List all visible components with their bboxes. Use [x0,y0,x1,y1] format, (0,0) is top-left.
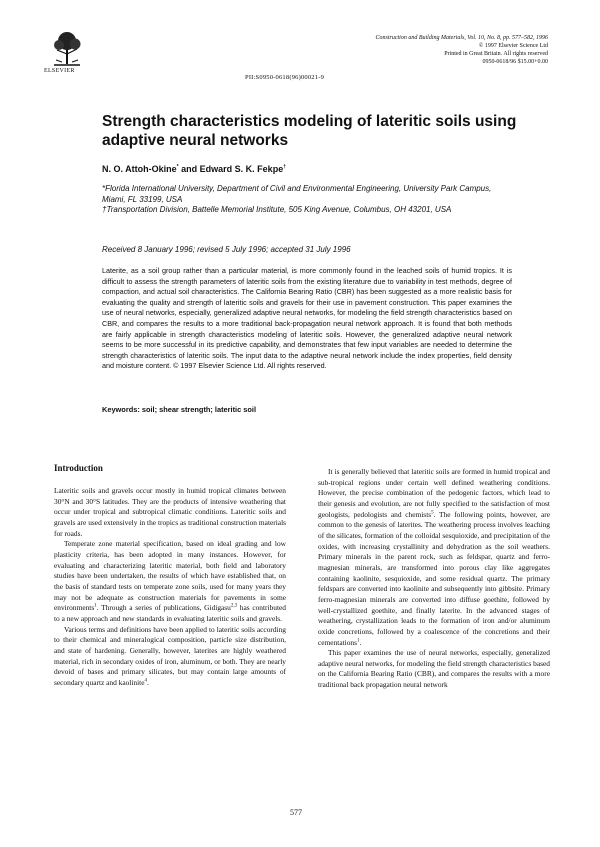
paragraph: Lateritic soils and gravels occur mostly in humid tropical climates between 30°N and 30°S latitudes. They are the products of intensive weathering that occur under tropical and subtropical climatic conditions. Lateritic soils and gravels are used extensively in the tropics as traditional construction materials for roads. [54,486,286,538]
pii-identifier: PII:S0950-0618(96)00021-9 [245,74,325,81]
paragraph: It is generally believed that lateritic soils are formed in humid tropical and sub-tropical regions under certain well defined weathering conditions. However, the precise combination of the pedogenic factors, which lead to their genesis and evolution, are not fully specified to the satisfaction of most geologists, pedologists and chemists$^5$. The following points, however, are common to the genesis of laterites. The weathering process involves leaching of the silicates, formation of the colloidal sesquioxide, and precipitation of the oxides, with increasing crystallinity and dehydration as the soil weathers. Primary minerals in the parent rock, such as feldspar, quartz and ferro-magnesian minerals, are transformed into porous clay like aggregates containing kaolinite, sesquioxide, and some residual quartz. The primary feldspars are converted into kaolinite and subsequently into gibbsite. Primary ferro-magnesian minerals are converted into diffuse goethite, followed by well-crystallized goethite, and finally laterite. In the advanced stages of weathering, crystallization leads to the formation of iron and/or aluminum oxide concretions, followed by a coalescence of the concretions and their cementations$^1$. [318,467,550,647]
citation-ref: 1 [94,603,97,609]
journal-header [308,34,548,66]
section-heading-introduction: Introduction [54,463,103,473]
printed-line: Printed in Great Britain. All rights reserved [444,51,548,57]
left-column [54,463,286,688]
citation-ref: 4 [144,678,147,684]
right-column [318,467,550,691]
author-2-mark: † [283,164,286,170]
abstract: Laterite, as a soil group rather than a particular material, is more commonly found in the leached soils of humid tropics. It is difficult to assess the strength parameters of lateritic soils from the existing literature due to variability in test methods, degree of compaction, and actual soil characteristics. The California Bearing Ratio (CBR) has been suggested as a more realistic basis for evaluating the quality and strength of lateritic soils and gravels for their use in pavement construction. This paper examines the use of neural networks, especially, generalized adaptive neural networks, for modeling the field strength characteristics based on CBR, and compares the results to a more traditional back-propagation neural network approach. It is found that both methods are fairly applicable in strength characteristics modeling of lateritic soils. However, the generalized adaptive neural network seems to be more successful in its predictive capability, and demonstrates that few input variables are needed to determine the strength characteristics of lateritic soils. The input data to the adaptive neural network include the index properties, field density and moisture content. © 1997 Elsevier Science Ltd. All rights reserved. [102,266,512,371]
issn-line: 0950-0618/96 $15.00+0.00 [482,59,548,65]
journal-citation: Construction and Building Materials, Vol. 10, No. 8, pp. 577–582, 1996 [375,35,548,41]
page-number: 577 [290,808,302,817]
keywords: Keywords: soil; shear strength; lateritic soil [102,405,257,414]
elsevier-tree-icon [50,30,84,66]
citation-ref: 5 [431,510,434,516]
author-conjunction: and [181,164,198,174]
paragraph: Various terms and definitions have been applied to lateritic soils according to their chemical and mineralogical composition, particle size distribution, and state of hardening. Generally, however, laterites are highly weathered material, rich in secondary oxides of iron, aluminum, or both. They are nearly devoid of bases and primary silicates, but may contain large amounts of secondary quartz and kaolinite$^4$. [54,624,286,687]
paragraph: This paper examines the use of neural networks, especially, generalized adaptive neural networks, for modeling the field strength characteristics based on the California Bearing Ratio (CBR), and compares the results with a more traditional back propagation neural network [318,648,550,690]
affiliation-2: †Transportation Division, Battelle Memorial Institute, 505 King Avenue, Columbus, OH 43201, USA [102,205,452,214]
affiliation-1: *Florida International University, Department of Civil and Environmental Engineering, University Park Campus, Miami, FL 33199, USA [102,184,492,204]
citation-ref: 1 [357,638,360,644]
paragraph: Temperate zone material specification, based on ideal grading and low plasticity criteria, has been adopted in many instances. However, for evaluating and characterizing lateritic material, both field and laboratory studies have been undertaken, the results of which have established that, on the basis of standard tests on temperate zone soils, used for many years they may not be adequate as construction materials for pavements in some environments$^1$. Through a series of publications, Gidigasu$^{2,3}$ has contributed to a new approach and new standards in evaluating lateritic soils and gravels. [54,539,286,623]
author-1: N. O. Attoh-Okine [102,164,177,174]
author-line [102,164,286,174]
author-2: Edward S. K. Fekpe [199,164,284,174]
citation-ref: 2,3 [230,603,238,609]
copyright-line: © 1997 Elsevier Science Ltd [478,43,548,49]
paper-title: Strength characteristics modeling of lateritic soils using adaptive neural networks [102,113,517,149]
author-1-mark: * [176,164,179,170]
publisher-name: ELSEVIER [44,68,75,74]
affiliations [102,184,512,216]
received-dates: Received 8 January 1996; revised 5 July 1996; accepted 31 July 1996 [102,245,351,254]
